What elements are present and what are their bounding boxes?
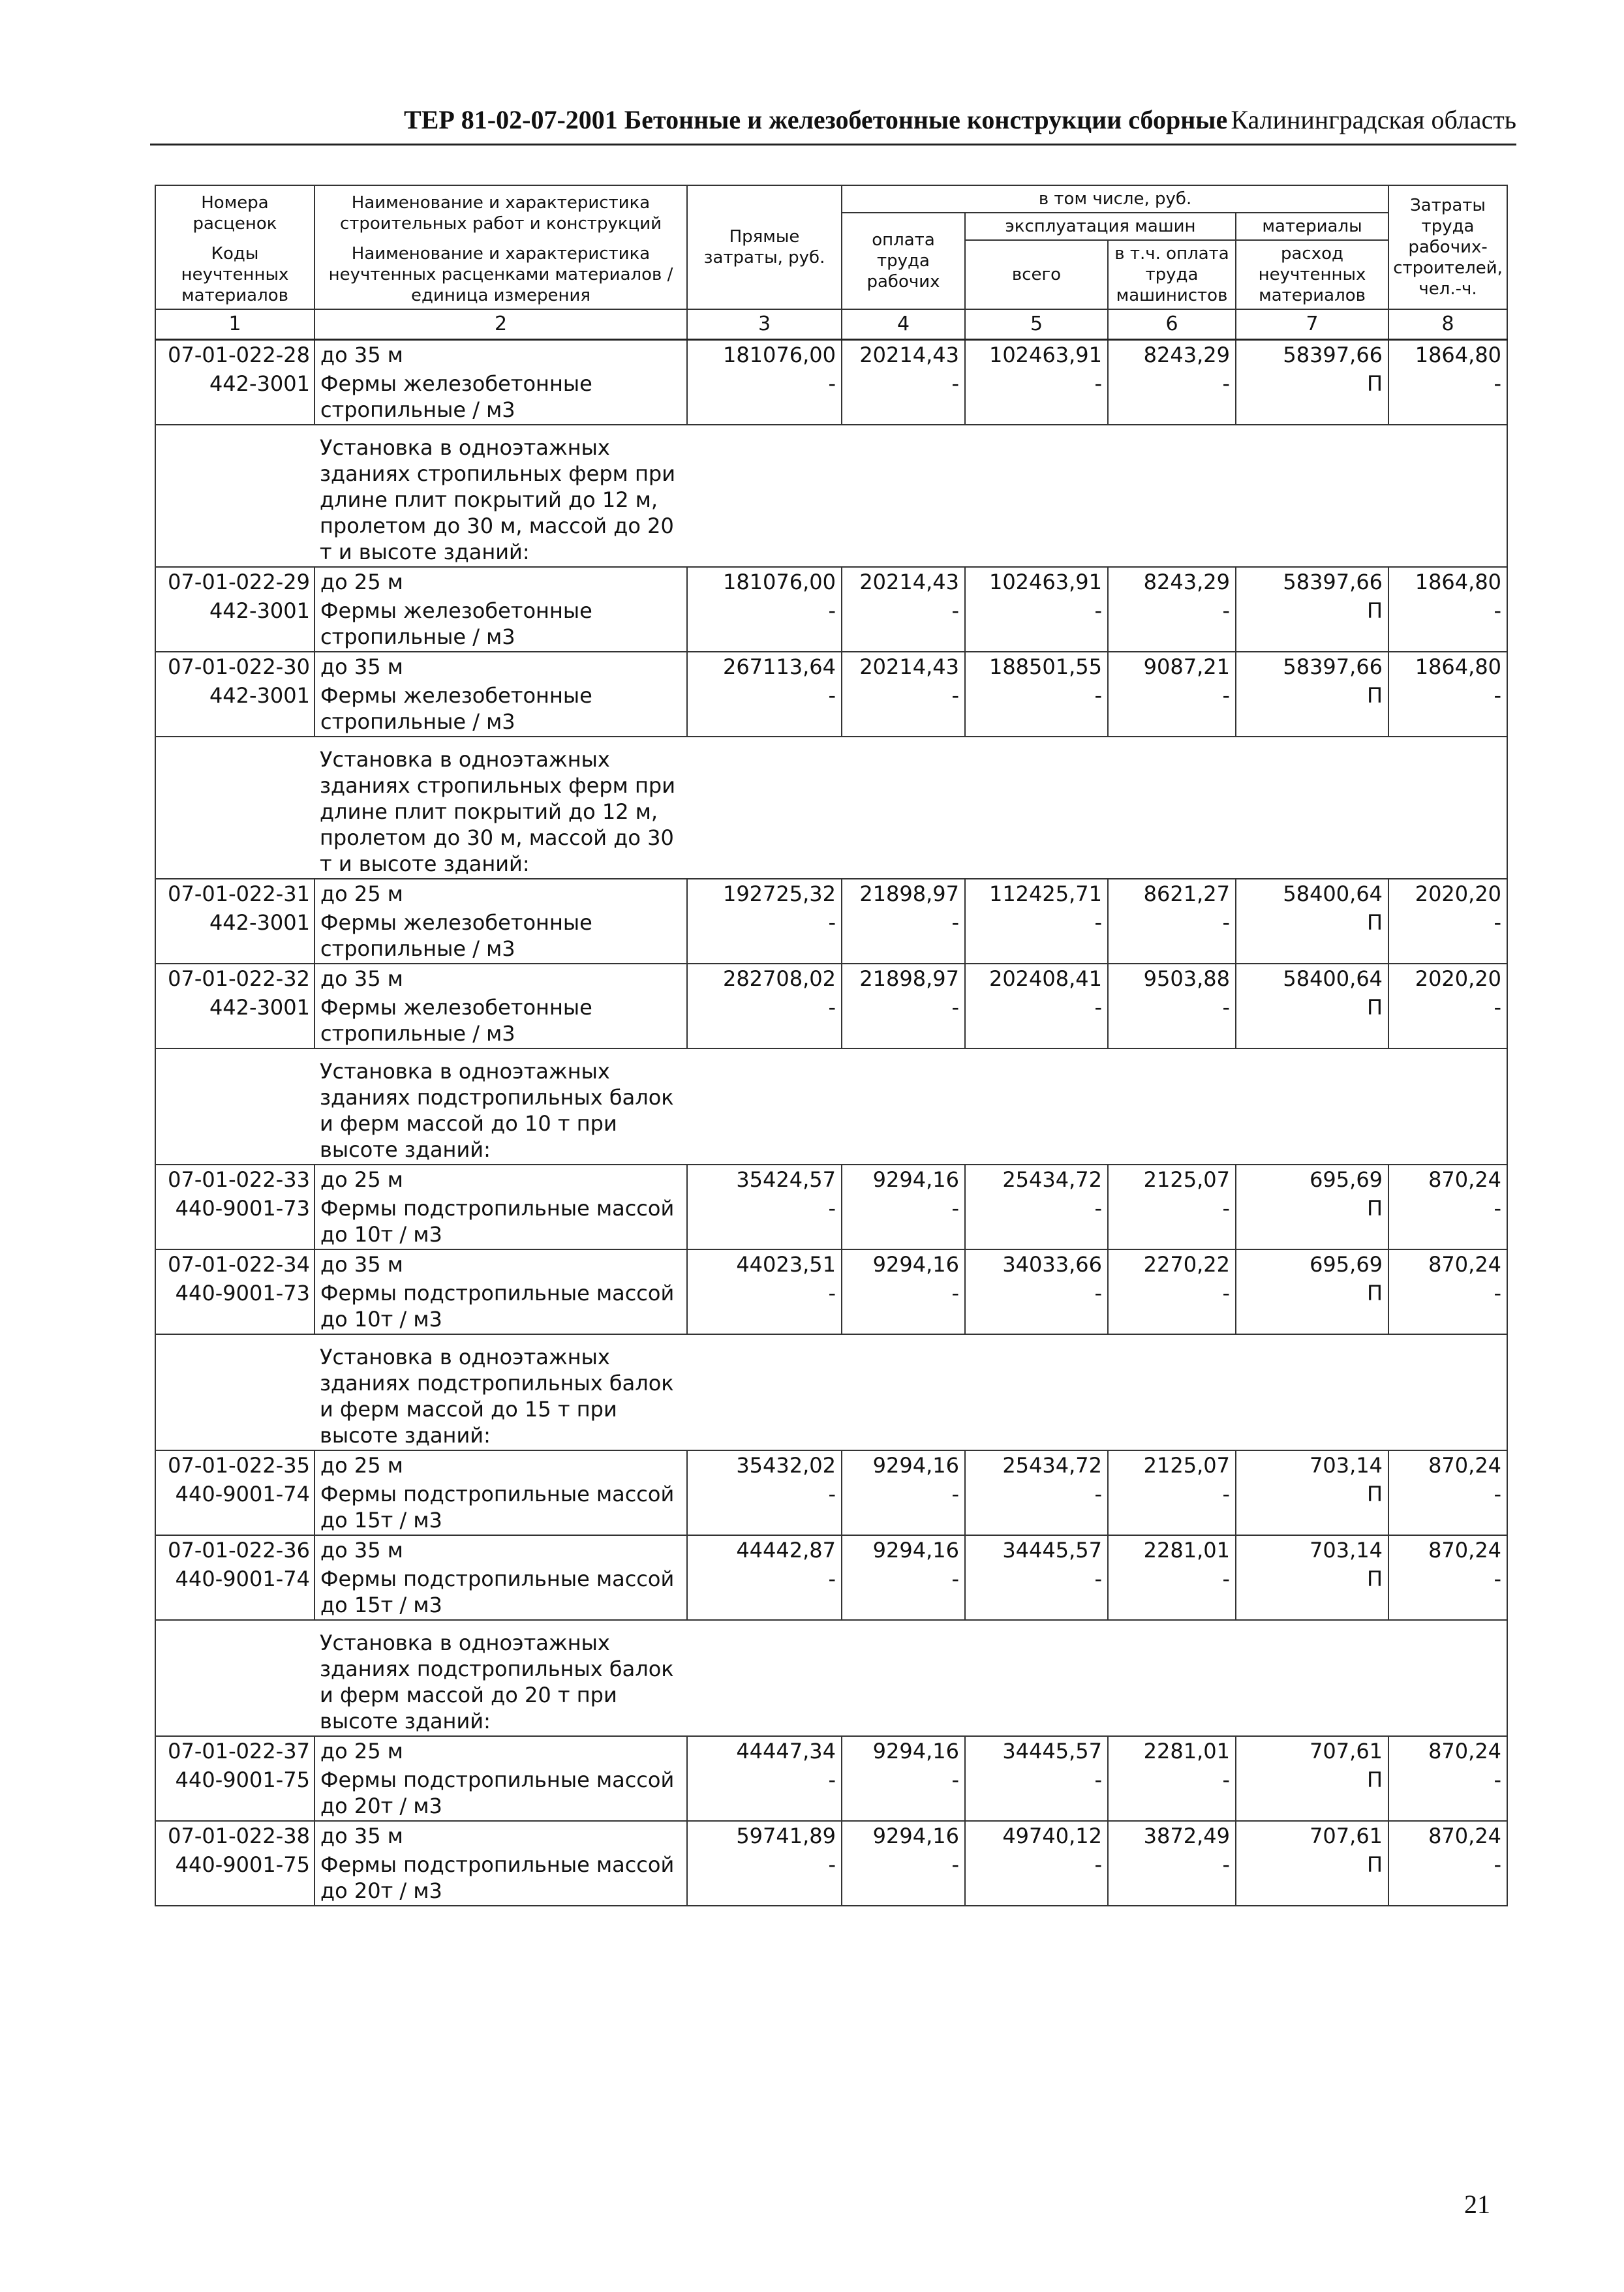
material-code: 442-3001 (155, 908, 314, 964)
material-usage-flag: П (1236, 1194, 1388, 1249)
rate-code: 07-01-022-29 (155, 567, 314, 596)
dash-cell: - (1108, 596, 1236, 652)
dash-cell: - (1108, 1565, 1236, 1620)
rate-name: до 25 м (314, 1165, 687, 1194)
col-number: 3 (687, 309, 842, 340)
material-usage-flag: П (1236, 1480, 1388, 1535)
rate-row (155, 1165, 1507, 1194)
material-code: 440-9001-73 (155, 1279, 314, 1334)
direct-costs-value: 181076,00 (687, 567, 842, 596)
material-usage-flag: П (1236, 596, 1388, 652)
dash-cell: - (965, 993, 1108, 1048)
material-name: Фермы подстропильные массой до 10т / м3 (314, 1279, 687, 1334)
material-row (155, 1279, 1507, 1334)
labor-pay-value: 9294,16 (842, 1165, 965, 1194)
machines-total-header: всего (965, 240, 1108, 309)
col-number: 6 (1108, 309, 1236, 340)
material-usage-flag: П (1236, 1765, 1388, 1821)
material-code: 440-9001-74 (155, 1480, 314, 1535)
rate-name: до 35 м (314, 1535, 687, 1565)
dash-cell: - (842, 1194, 965, 1249)
labor-hours-value: 1864,80 (1388, 340, 1507, 370)
dash-cell: - (842, 993, 965, 1048)
col-number: 7 (1236, 309, 1388, 340)
rate-row (155, 879, 1507, 908)
machines-total-value: 34445,57 (965, 1736, 1108, 1765)
labor-hours-value: 870,24 (1388, 1249, 1507, 1279)
rate-code: 07-01-022-34 (155, 1249, 314, 1279)
group-empty-cells (687, 737, 1507, 879)
dash-cell: - (687, 681, 842, 737)
machines-total-value: 102463,91 (965, 567, 1108, 596)
dash-cell: - (1388, 1279, 1507, 1334)
machines-labor-value: 2281,01 (1108, 1736, 1236, 1765)
labor-hours-value: 1864,80 (1388, 567, 1507, 596)
dash-cell: - (842, 908, 965, 964)
dash-cell: - (1108, 1765, 1236, 1821)
rate-name: до 25 м (314, 1736, 687, 1765)
col-number: 2 (314, 309, 687, 340)
material-usage-flag: П (1236, 369, 1388, 425)
group-title-row (155, 737, 1507, 879)
group-title: Установка в одноэтажных зданиях стропильных ферм при длине плит покрытий до 12 м, пролетом до 30 м, массой до 20 т и высоте зданий: (314, 425, 687, 567)
machines-labor-value: 3872,49 (1108, 1821, 1236, 1850)
machines-labor-value: 8621,27 (1108, 879, 1236, 908)
incl-header: в том числе, руб. (842, 185, 1388, 213)
rates-table (155, 185, 1508, 1906)
dash-cell: - (842, 1279, 965, 1334)
material-row (155, 1194, 1507, 1249)
page-header (150, 104, 1516, 145)
material-usage-flag: П (1236, 681, 1388, 737)
group-blank-cell (155, 1334, 314, 1450)
materials-value: 695,69 (1236, 1249, 1388, 1279)
group-title-row (155, 1334, 1507, 1450)
materials-value: 707,61 (1236, 1736, 1388, 1765)
material-code: 442-3001 (155, 596, 314, 652)
machines-labor-value: 9503,88 (1108, 964, 1236, 993)
rate-code: 07-01-022-33 (155, 1165, 314, 1194)
material-name: Фермы железобетонные стропильные / м3 (314, 681, 687, 737)
rate-row (155, 964, 1507, 993)
dash-cell: - (687, 1765, 842, 1821)
dash-cell: - (1108, 1279, 1236, 1334)
col2-bottom-header: Наименование и характеристика неучтенных расценками материалов / единица измерения (314, 240, 687, 309)
machines-total-value: 102463,91 (965, 340, 1108, 370)
material-code: 440-9001-75 (155, 1850, 314, 1906)
material-name: Фермы железобетонные стропильные / м3 (314, 596, 687, 652)
materials-value: 58400,64 (1236, 964, 1388, 993)
dash-cell: - (687, 369, 842, 425)
materials-value: 703,14 (1236, 1535, 1388, 1565)
rate-row (155, 1450, 1507, 1480)
machines-total-value: 25434,72 (965, 1450, 1108, 1480)
direct-costs-value: 59741,89 (687, 1821, 842, 1850)
material-name: Фермы железобетонные стропильные / м3 (314, 369, 687, 425)
material-name: Фермы подстропильные массой до 15т / м3 (314, 1480, 687, 1535)
rate-code: 07-01-022-28 (155, 340, 314, 370)
labor-hours-value: 2020,20 (1388, 879, 1507, 908)
dash-cell: - (965, 1194, 1108, 1249)
dash-cell: - (1108, 1480, 1236, 1535)
material-code: 440-9001-73 (155, 1194, 314, 1249)
dash-cell: - (1108, 908, 1236, 964)
dash-cell: - (1388, 1765, 1507, 1821)
material-name: Фермы подстропильные массой до 15т / м3 (314, 1565, 687, 1620)
labor-pay-value: 9294,16 (842, 1249, 965, 1279)
machines-total-value: 49740,12 (965, 1821, 1108, 1850)
direct-costs-value: 181076,00 (687, 340, 842, 370)
dash-cell: - (965, 596, 1108, 652)
group-title: Установка в одноэтажных зданиях стропильных ферм при длине плит покрытий до 12 м, пролетом до 30 м, массой до 30 т и высоте зданий: (314, 737, 687, 879)
group-blank-cell (155, 1620, 314, 1736)
materials-value: 58397,66 (1236, 567, 1388, 596)
labor-pay-value: 21898,97 (842, 879, 965, 908)
dash-cell: - (842, 681, 965, 737)
region-label: Калининградская область (1231, 105, 1516, 134)
dash-cell: - (965, 1279, 1108, 1334)
material-row (155, 681, 1507, 737)
labor-pay-value: 9294,16 (842, 1821, 965, 1850)
material-row (155, 1850, 1507, 1906)
materials-header: материалы (1236, 213, 1388, 240)
col1-top-header: Номера расценок (155, 185, 314, 240)
machines-labor-value: 2281,01 (1108, 1535, 1236, 1565)
dash-cell: - (1388, 1194, 1507, 1249)
rate-name: до 25 м (314, 567, 687, 596)
dash-cell: - (687, 993, 842, 1048)
direct-costs-value: 44447,34 (687, 1736, 842, 1765)
materials-value: 58400,64 (1236, 879, 1388, 908)
materials-value: 58397,66 (1236, 340, 1388, 370)
machines-total-value: 34033,66 (965, 1249, 1108, 1279)
material-usage-flag: П (1236, 1565, 1388, 1620)
machines-labor-value: 9087,21 (1108, 652, 1236, 681)
rate-row (155, 340, 1507, 370)
materials-value: 707,61 (1236, 1821, 1388, 1850)
machines-header: эксплуатация машин (965, 213, 1236, 240)
machines-labor-header: в т.ч. оплата труда машинистов (1108, 240, 1236, 309)
material-code: 442-3001 (155, 993, 314, 1048)
group-title-row (155, 1048, 1507, 1165)
material-name: Фермы подстропильные массой до 20т / м3 (314, 1850, 687, 1906)
machines-labor-value: 2125,07 (1108, 1165, 1236, 1194)
dash-cell: - (842, 1765, 965, 1821)
dash-cell: - (1388, 681, 1507, 737)
labor-hours-value: 870,24 (1388, 1535, 1507, 1565)
rate-name: до 25 м (314, 879, 687, 908)
machines-labor-value: 8243,29 (1108, 567, 1236, 596)
dash-cell: - (687, 596, 842, 652)
machines-labor-value: 2270,22 (1108, 1249, 1236, 1279)
dash-cell: - (1388, 993, 1507, 1048)
dash-cell: - (965, 1765, 1108, 1821)
rate-name: до 35 м (314, 964, 687, 993)
material-row (155, 908, 1507, 964)
header-row-1 (155, 185, 1507, 213)
dash-cell: - (1388, 369, 1507, 425)
group-title: Установка в одноэтажных зданиях подстропильных балок и ферм массой до 20 т при высоте зданий: (314, 1620, 687, 1736)
labor-pay-value: 20214,43 (842, 652, 965, 681)
dash-cell: - (842, 1565, 965, 1620)
dash-cell: - (965, 1565, 1108, 1620)
dash-cell: - (965, 908, 1108, 964)
direct-costs-value: 282708,02 (687, 964, 842, 993)
labor-hours-value: 870,24 (1388, 1165, 1507, 1194)
rate-name: до 35 м (314, 652, 687, 681)
material-row (155, 596, 1507, 652)
material-usage-flag: П (1236, 1279, 1388, 1334)
col-number: 5 (965, 309, 1108, 340)
dash-cell: - (1108, 1850, 1236, 1906)
rate-code: 07-01-022-31 (155, 879, 314, 908)
machines-total-value: 202408,41 (965, 964, 1108, 993)
labor-pay-header: оплата труда рабочих (842, 213, 965, 309)
labor-pay-value: 20214,43 (842, 340, 965, 370)
rate-row (155, 652, 1507, 681)
group-empty-cells (687, 425, 1507, 567)
dash-cell: - (687, 1850, 842, 1906)
dash-cell: - (842, 596, 965, 652)
dash-cell: - (1388, 908, 1507, 964)
group-empty-cells (687, 1334, 1507, 1450)
dash-cell: - (1388, 1850, 1507, 1906)
materials-value: 703,14 (1236, 1450, 1388, 1480)
machines-labor-value: 8243,29 (1108, 340, 1236, 370)
col-number: 4 (842, 309, 965, 340)
dash-cell: - (842, 1850, 965, 1906)
dash-cell: - (1108, 681, 1236, 737)
group-title-row (155, 1620, 1507, 1736)
material-name: Фермы подстропильные массой до 20т / м3 (314, 1765, 687, 1821)
group-title: Установка в одноэтажных зданиях подстропильных балок и ферм массой до 15 т при высоте зданий: (314, 1334, 687, 1450)
col-number: 1 (155, 309, 314, 340)
group-empty-cells (687, 1048, 1507, 1165)
rate-row (155, 1821, 1507, 1850)
rate-name: до 35 м (314, 340, 687, 370)
dash-cell: - (1108, 1194, 1236, 1249)
rate-code: 07-01-022-36 (155, 1535, 314, 1565)
rate-code: 07-01-022-35 (155, 1450, 314, 1480)
col2-top-header: Наименование и характеристика строительных работ и конструкций (314, 185, 687, 240)
direct-costs-value: 192725,32 (687, 879, 842, 908)
labor-pay-value: 20214,43 (842, 567, 965, 596)
dash-cell: - (842, 1480, 965, 1535)
document-title: ТЕР 81-02-07-2001 Бетонные и железобетонные конструкции сборные (404, 105, 1228, 134)
material-row (155, 1765, 1507, 1821)
machines-total-value: 34445,57 (965, 1535, 1108, 1565)
material-row (155, 993, 1507, 1048)
dash-cell: - (687, 1194, 842, 1249)
materials-usage-header: расход неучтенных материалов (1236, 240, 1388, 309)
dash-cell: - (965, 369, 1108, 425)
material-code: 440-9001-75 (155, 1765, 314, 1821)
dash-cell: - (1108, 369, 1236, 425)
col1-bottom-header: Коды неучтенных материалов (155, 240, 314, 309)
rate-code: 07-01-022-32 (155, 964, 314, 993)
labor-pay-value: 21898,97 (842, 964, 965, 993)
dash-cell: - (1388, 596, 1507, 652)
material-row (155, 369, 1507, 425)
labor-hours-value: 1864,80 (1388, 652, 1507, 681)
rate-name: до 25 м (314, 1450, 687, 1480)
machines-total-value: 25434,72 (965, 1165, 1108, 1194)
machines-labor-value: 2125,07 (1108, 1450, 1236, 1480)
dash-cell: - (1108, 993, 1236, 1048)
materials-value: 695,69 (1236, 1165, 1388, 1194)
col-number: 8 (1388, 309, 1507, 340)
rate-name: до 35 м (314, 1249, 687, 1279)
dash-cell: - (965, 681, 1108, 737)
dash-cell: - (965, 1480, 1108, 1535)
material-row (155, 1565, 1507, 1620)
material-name: Фермы железобетонные стропильные / м3 (314, 993, 687, 1048)
rate-row (155, 1535, 1507, 1565)
group-title-row (155, 425, 1507, 567)
dash-cell: - (842, 369, 965, 425)
materials-value: 58397,66 (1236, 652, 1388, 681)
dash-cell: - (1388, 1565, 1507, 1620)
direct-costs-value: 35432,02 (687, 1450, 842, 1480)
direct-costs-value: 267113,64 (687, 652, 842, 681)
material-usage-flag: П (1236, 993, 1388, 1048)
labor-hours-value: 870,24 (1388, 1736, 1507, 1765)
direct-costs-value: 44442,87 (687, 1535, 842, 1565)
rate-row (155, 1736, 1507, 1765)
material-code: 442-3001 (155, 369, 314, 425)
labor-pay-value: 9294,16 (842, 1450, 965, 1480)
group-blank-cell (155, 1048, 314, 1165)
material-usage-flag: П (1236, 908, 1388, 964)
labor-hours-value: 870,24 (1388, 1821, 1507, 1850)
dash-cell: - (687, 908, 842, 964)
direct-costs-value: 35424,57 (687, 1165, 842, 1194)
page-number: 21 (1464, 2190, 1490, 2219)
material-row (155, 1480, 1507, 1535)
material-name: Фермы железобетонные стропильные / м3 (314, 908, 687, 964)
labor-cost-header: Затраты труда рабочих-строителей, чел.-ч. (1388, 185, 1507, 309)
labor-pay-value: 9294,16 (842, 1736, 965, 1765)
dash-cell: - (687, 1279, 842, 1334)
machines-total-value: 112425,71 (965, 879, 1108, 908)
material-code: 440-9001-74 (155, 1565, 314, 1620)
rate-code: 07-01-022-38 (155, 1821, 314, 1850)
labor-hours-value: 870,24 (1388, 1450, 1507, 1480)
dash-cell: - (687, 1565, 842, 1620)
dash-cell: - (1388, 1480, 1507, 1535)
column-numbers-row (155, 309, 1507, 340)
direct-costs-value: 44023,51 (687, 1249, 842, 1279)
rate-code: 07-01-022-30 (155, 652, 314, 681)
material-usage-flag: П (1236, 1850, 1388, 1906)
material-code: 442-3001 (155, 681, 314, 737)
rate-row (155, 1249, 1507, 1279)
dash-cell: - (687, 1480, 842, 1535)
group-blank-cell (155, 425, 314, 567)
machines-total-value: 188501,55 (965, 652, 1108, 681)
group-title: Установка в одноэтажных зданиях подстропильных балок и ферм массой до 10 т при высоте зданий: (314, 1048, 687, 1165)
rate-row (155, 567, 1507, 596)
labor-pay-value: 9294,16 (842, 1535, 965, 1565)
group-blank-cell (155, 737, 314, 879)
rate-name: до 35 м (314, 1821, 687, 1850)
material-name: Фермы подстропильные массой до 10т / м3 (314, 1194, 687, 1249)
rate-code: 07-01-022-37 (155, 1736, 314, 1765)
group-empty-cells (687, 1620, 1507, 1736)
direct-costs-header: Прямые затраты, руб. (687, 185, 842, 309)
dash-cell: - (965, 1850, 1108, 1906)
labor-hours-value: 2020,20 (1388, 964, 1507, 993)
